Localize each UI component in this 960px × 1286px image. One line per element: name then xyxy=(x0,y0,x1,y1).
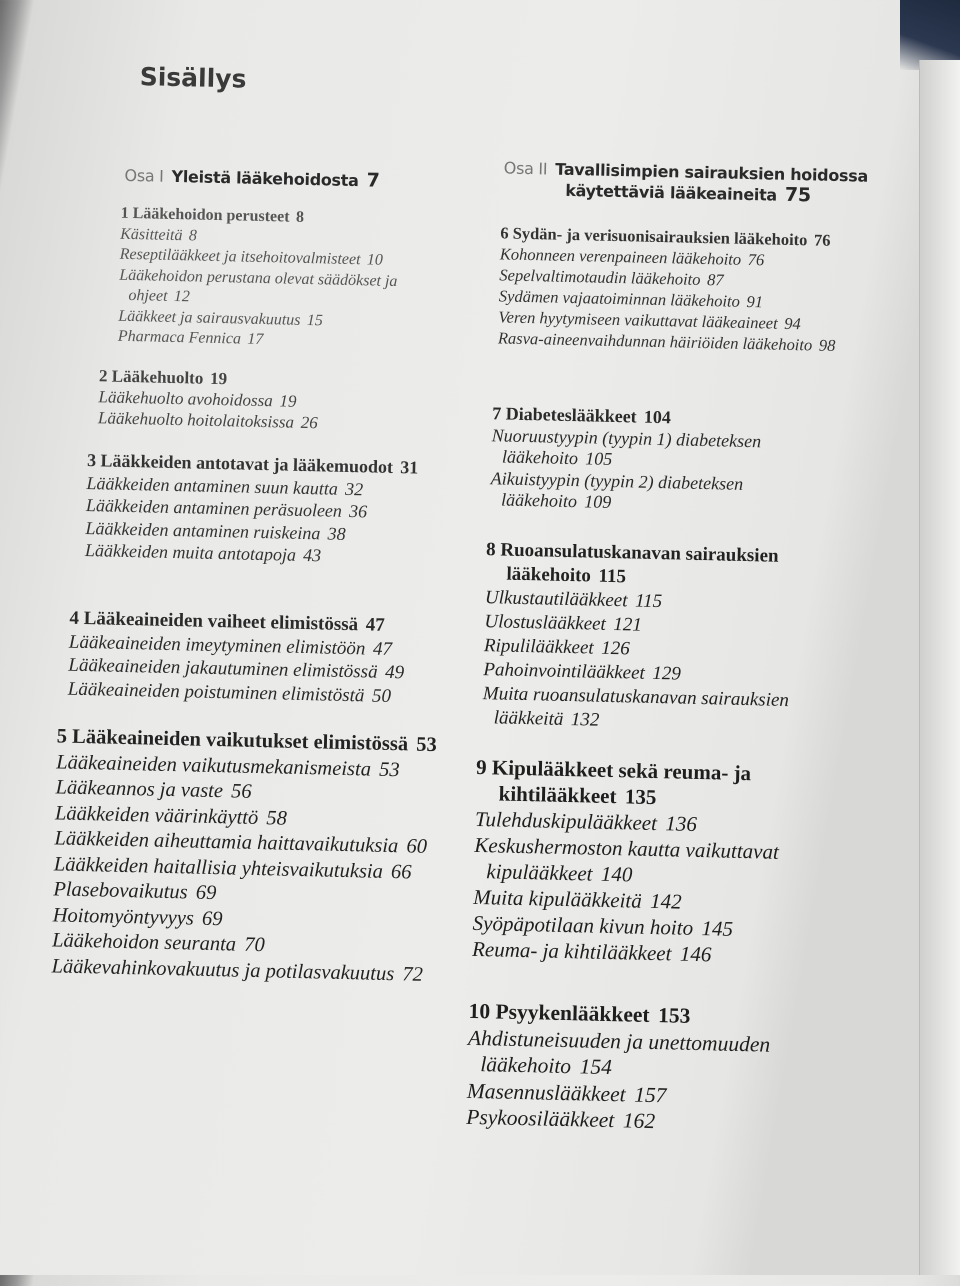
entry-page: 17 xyxy=(247,330,264,349)
entry-page: 140 xyxy=(600,861,633,887)
entry-page: 94 xyxy=(784,313,801,334)
chapter-9 xyxy=(472,754,827,970)
chapter-title: 3 Lääkkeiden antotavat ja lääkemuodot xyxy=(86,450,394,477)
entry-page: 142 xyxy=(649,888,682,914)
chapter-1 xyxy=(118,204,461,355)
entry-page: 53 xyxy=(378,758,400,781)
chapter-title: 7 Diabeteslääkkeet xyxy=(492,403,637,427)
entry-title: Psykoosilääkkeet xyxy=(465,1104,615,1133)
part-page: 7 xyxy=(366,169,380,192)
chapter-3 xyxy=(85,449,427,569)
entry-title: Lääkevahinkovakuutus ja potilasvakuutus xyxy=(51,954,395,985)
part-title: Yleistä lääkehoidosta xyxy=(171,166,359,191)
entry-page: 26 xyxy=(300,412,318,433)
entry-page: 60 xyxy=(406,835,428,858)
entry-page: 38 xyxy=(327,523,346,544)
chapter-title: 9 Kipulääkkeet sekä reuma- ja kihtilääkkeet xyxy=(475,754,752,809)
entry-title: Muita ruoansulatuskanavan sairauksien lääkkeitä xyxy=(482,683,790,730)
entry-title: Hoitomyöntyvyys xyxy=(52,903,195,930)
entry-page: 10 xyxy=(366,251,384,269)
part-2-heading xyxy=(503,158,868,207)
entry-page: 12 xyxy=(173,287,191,306)
chapter-title: 10 Psyykenlääkkeet xyxy=(468,998,650,1027)
part-title: käytettäviä lääkeaineita xyxy=(565,180,778,205)
entry-title: Lääkeaineiden jakautuminen elimistössä xyxy=(68,654,378,683)
entry-title: Lääkehuolto avohoidossa xyxy=(98,387,273,411)
chapter-heading[interactable] xyxy=(485,538,856,594)
entry-page: 69 xyxy=(195,881,217,905)
entry-title: Sydämen vajaatoiminnan lääkehoito xyxy=(498,286,741,311)
entry-page: 91 xyxy=(746,291,764,312)
entry-page: 146 xyxy=(679,941,712,967)
entry-title: Lääkkeiden haitallisia yhteisvaikutuksia xyxy=(53,852,384,883)
toc-entry[interactable] xyxy=(469,682,853,739)
chapter-page: 76 xyxy=(813,230,831,250)
part-label: Osa I xyxy=(124,165,164,186)
entry-title: Ripulilääkkeet xyxy=(483,635,594,659)
entry-title: Lääkehoidon perustana olevat säädökset ja ohjeet xyxy=(119,266,398,305)
entry-page: 145 xyxy=(701,916,734,941)
entry-page: 136 xyxy=(665,811,698,836)
entry-page: 8 xyxy=(188,226,198,244)
entry-page: 70 xyxy=(243,933,265,957)
chapter-page: 135 xyxy=(624,784,657,810)
entry-page: 115 xyxy=(634,590,663,613)
entry-title: Kohonneen verenpaineen lääkehoito xyxy=(499,244,742,269)
entry-page: 56 xyxy=(230,780,252,803)
chapter-title: 5 Lääkeaineiden vaikutukset elimistössä xyxy=(56,725,409,756)
entry-page: 66 xyxy=(390,860,412,884)
chapter-title: 2 Lääkehuolto xyxy=(98,366,204,388)
part-page: 75 xyxy=(784,183,812,207)
chapter-heading[interactable] xyxy=(475,754,826,814)
chapter-10 xyxy=(466,998,819,1138)
part-1-heading xyxy=(124,164,379,192)
entry-page: 109 xyxy=(584,491,612,512)
chapter-page: 8 xyxy=(295,208,305,226)
toc-entry[interactable] xyxy=(477,467,830,518)
entry-page: 72 xyxy=(402,962,424,986)
chapter-title: 4 Lääkeaineiden vaiheet elimistössä xyxy=(69,607,359,636)
toc-entry[interactable] xyxy=(107,265,459,314)
entry-title: Syöpäpotilaan kivun hoito xyxy=(472,910,694,940)
entry-title: Lääkeaineiden poistuminen elimistöstä xyxy=(67,678,365,706)
entry-title: Lääkeaineiden imeytyminen elimistöön xyxy=(68,631,366,659)
entry-title: Ulkustautilääkkeet xyxy=(484,587,628,612)
entry-page: 126 xyxy=(601,637,630,660)
entry-title: Pharmaca Fennica xyxy=(117,327,242,348)
entry-title: Aikuistyypin (tyypin 2) diabeteksen lääkehoito xyxy=(490,467,744,512)
chapter-page: 19 xyxy=(209,368,228,389)
chapter-4 xyxy=(68,607,440,709)
entry-page: 15 xyxy=(306,311,324,329)
entry-title: Lääkkeiden väärinkäyttö xyxy=(54,801,259,829)
toc-entry[interactable] xyxy=(459,832,825,892)
chapter-2 xyxy=(98,365,439,436)
entry-page: 47 xyxy=(372,638,393,660)
entry-title: Käsitteitä xyxy=(120,225,183,244)
entry-page: 69 xyxy=(201,907,223,930)
part-title: Tavallisimpien sairauksien hoidossa xyxy=(555,159,869,186)
chapter-8 xyxy=(482,538,856,738)
toc-entry[interactable] xyxy=(452,1024,818,1085)
entry-page: 129 xyxy=(652,662,682,685)
chapter-page: 115 xyxy=(598,565,627,588)
entry-page: 49 xyxy=(384,661,405,684)
entry-title: Lääkehoidon seuranta xyxy=(51,929,237,956)
chapter-page: 104 xyxy=(643,406,672,428)
entry-title: Reuma- ja kihtilääkkeet xyxy=(471,936,672,966)
chapter-title: 6 Sydän- ja verisuonisairauksien lääkehoito xyxy=(500,223,808,250)
page-title: Sisällys xyxy=(139,62,247,94)
entry-title: Lääkkeet ja sairausvakuutus xyxy=(118,307,301,329)
entry-title: Lääkkeiden antaminen suun kautta xyxy=(86,472,339,499)
entry-page: 98 xyxy=(818,335,836,355)
chapter-title: 1 Lääkehoidon perusteet xyxy=(120,204,290,226)
entry-page: 50 xyxy=(371,685,392,707)
entry-page: 132 xyxy=(570,709,600,731)
entry-title: Lääkkeiden aiheuttamia haittavaikutuksia xyxy=(54,827,399,858)
chapter-6 xyxy=(498,222,861,356)
entry-title: Masennuslääkkeet xyxy=(466,1078,626,1106)
entry-page: 162 xyxy=(622,1108,656,1134)
entry-title: Ulostuslääkkeet xyxy=(484,611,607,635)
entry-title: Lääkkeiden muita antotapoja xyxy=(84,540,297,565)
entry-page: 76 xyxy=(747,249,765,270)
entry-title: Lääkkeiden antaminen ruiskeina xyxy=(85,517,321,543)
entry-title: Ahdistuneisuuden ja unettomuuden lääkehoito xyxy=(467,1025,771,1079)
entry-page: 121 xyxy=(613,614,643,636)
chapter-title: 8 Ruoansulatuskanavan sairauksien lääkehoito xyxy=(485,539,779,587)
entry-title: Muita kipulääkkeitä xyxy=(473,884,643,913)
chapter-5 xyxy=(51,724,457,988)
entry-title: Sepelvaltimotaudin lääkehoito xyxy=(499,265,701,289)
entry-title: Plasebovaikutus xyxy=(53,878,188,904)
chapter-7 xyxy=(490,403,832,518)
entry-title: Rasva-aineenvaihdunnan häiriöiden lääkehoito xyxy=(497,328,813,355)
entry-title: Keskushermoston kautta vaikuttavat kipulääkkeet xyxy=(474,832,780,886)
chapter-page: 153 xyxy=(657,1003,691,1028)
entry-title: Lääkeaineiden vaikutusmekanismeista xyxy=(55,750,372,781)
entry-page: 19 xyxy=(279,391,297,411)
entry-title: Lääkeannos ja vaste xyxy=(55,776,224,803)
entry-title: Nuoruustyypin (tyypin 1) diabeteksen lääkehoito xyxy=(491,424,762,469)
entry-page: 157 xyxy=(633,1082,667,1107)
entry-page: 36 xyxy=(348,501,368,522)
entry-page: 43 xyxy=(302,544,322,566)
chapter-page: 31 xyxy=(399,457,419,478)
entry-title: Veren hyytymiseen vaikuttavat lääkeaineet xyxy=(498,307,778,333)
chapter-page: 53 xyxy=(416,733,438,757)
chapter-page: 47 xyxy=(365,614,385,636)
entry-title: Tulehduskipulääkkeet xyxy=(474,806,658,836)
entry-page: 105 xyxy=(584,448,613,469)
entry-title: Reseptilääkkeet ja itsehoitovalmisteet xyxy=(119,245,361,269)
entry-title: Pahoinvointilääkkeet xyxy=(483,659,646,684)
entry-page: 154 xyxy=(579,1054,613,1080)
entry-page: 87 xyxy=(706,270,724,290)
entry-title: Lääkkeiden antaminen peräsuoleen xyxy=(85,495,343,521)
part-label: Osa II xyxy=(503,158,548,179)
entry-page: 58 xyxy=(266,806,288,830)
entry-page: 32 xyxy=(344,478,364,499)
entry-title: Lääkehuolto hoitolaitoksissa xyxy=(97,408,295,432)
